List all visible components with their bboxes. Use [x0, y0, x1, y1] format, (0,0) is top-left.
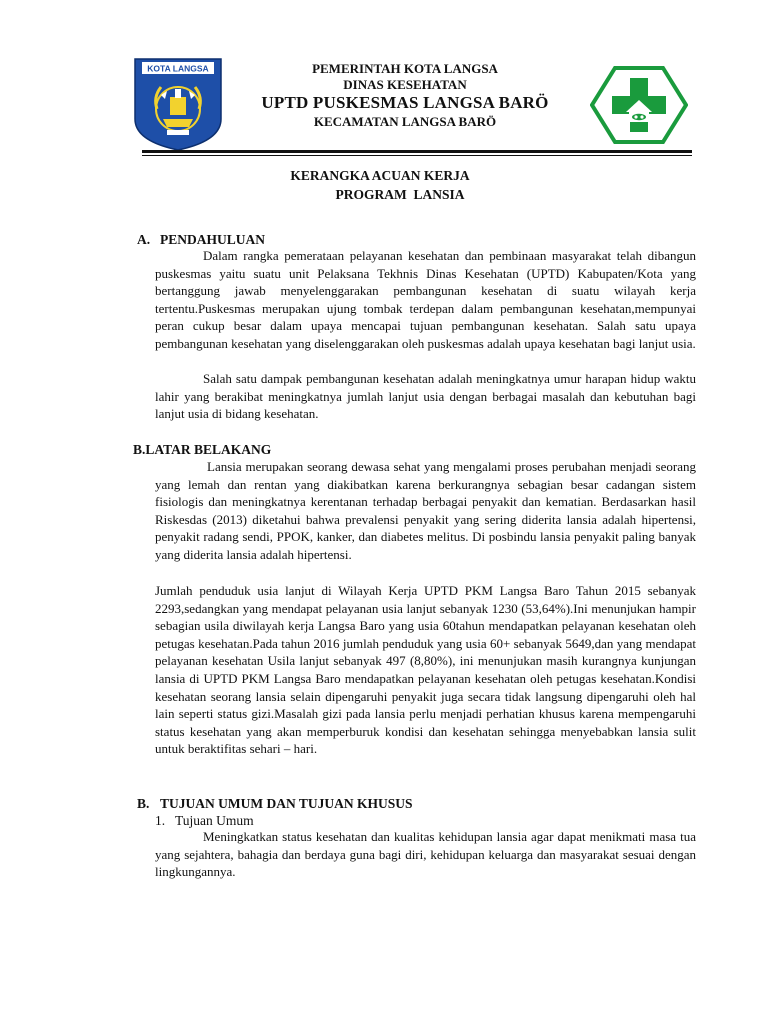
puskesmas-cross-icon: [590, 66, 688, 144]
header-district: KECAMATAN LANGSA BARÖ: [313, 114, 497, 129]
header-government: PEMERINTAH KOTA LANGSA: [312, 61, 498, 76]
paragraph-latar-belakang-2: Jumlah penduduk usia lanjut di Wilayah Kerja UPTD PKM Langsa Baro Tahun 2015 sebanyak 2293,sedangkan yang mendapat pelayanan usia lanjut sebanyak 1230 (53,64%).Ini menunjukan hampir sebagian usila diwilayah kerja Langsa Baro yang usia 60tahun mendapatkan pelayanan kesehatan oleh petugas kesehatan.Pada tahun 2016 jumlah penduduk yang usia 60+ sebanyak 5649,dan yang mendapat pelayanan kesehatan Usila lanjut sebanyak 497 (8,80%), ini menunjukan masih kurangnya kunjungan lansia di UPTD PKM Langsa Baro mendapatkan pelayanan kesehatan oleh petugas kesehatan.Kondisi kesehatan seorang lansia selain dipengaruhi penyakit juga secara tidak langsung dipengaruhi oleh hal lain seperti status gizi.Masalah gizi pada lansia perlu menjadi perhatian khusus karena mempengaruhi status kesehatan yang akan memperburuk kondisi dan kesehatan sehingga menyebabkan lansia sulit untuk beraktifitas sehari – hari.: [155, 583, 696, 757]
document-title: KERANGKA ACUAN KERJA: [290, 168, 470, 183]
header-institution: UPTD PUSKESMAS LANGSA BARÖ: [261, 93, 549, 112]
section-marker: B.: [137, 796, 150, 811]
subheading-number: 1.: [155, 813, 166, 828]
paragraph-tujuan-umum: Meningkatkan status kesehatan dan kualitas kehidupan lansia agar dapat menikmati masa tua yang sejahtera, bahagia dan berdaya guna bagi diri, kehidupan keluarga dan masyarakat sesuai dengan lingkungannya.: [155, 829, 696, 880]
section-title: PENDAHULUAN: [160, 232, 266, 247]
paragraph-pendahuluan-1: Dalam rangka pemerataan pelayanan kesehatan dan pembinaan masyarakat telah dibangun puskesmas yaitu suatu unit Pelaksana Tekhnis Dinas Kesehatan (UPTD) Kabupaten/Kota yang bertanggung jawab menyelenggarakan pembangunan kesehatan di suatu wilayah kerja tertentu.Puskesmas merupakan ujung tombak terdepan dalam pembangunan kesehatan,mempunyai peran cukup besar dalam upaya mencapai tujuan pembangunan kesehatan. Salah satu upaya pembangunan kesehatan yang diselenggarakan oleh puskesmas adalah upaya kesehatan bagi lanjut usia.: [155, 248, 696, 351]
section-heading-pendahuluan: [137, 232, 265, 248]
header-divider: [142, 150, 692, 153]
emblem-label: KOTA LANGSA: [147, 63, 209, 74]
header-agency: DINAS KESEHATAN: [343, 77, 467, 92]
paragraph-latar-belakang-1: Lansia merupakan seorang dewasa sehat yang mengalami proses perubahan menjadi seorang yang lemah dan rentan yang diakibatkan karena berkurangnya sebagian besar cadangan sistem fisiologis dan meningkatnya kerentanan terhadap berbagai penyakit dan kematian. Berdasarkan hasil Riskesdas (2013) diketahui bahwa prevalensi penyakit yang sering diderita lansia adalah hipertensi, penyakit radang sendi, PPOK, kanker, dan diabetes melitus. Di posbindu lansia penyakit paling banyak yang diderita lansia adalah hipertensi.: [155, 459, 696, 562]
section-title: TUJUAN UMUM DAN TUJUAN KHUSUS: [160, 796, 413, 811]
section-marker: A.: [137, 232, 151, 247]
section-heading-tujuan: [137, 796, 413, 812]
subheading-title: Tujuan Umum: [175, 813, 254, 828]
kota-langsa-emblem-icon: [133, 57, 223, 152]
document-subtitle: PROGRAM LANSIA: [335, 187, 465, 202]
section-heading-latar-belakang: B.LATAR BELAKANG: [133, 442, 272, 457]
subheading-tujuan-umum: [155, 813, 254, 829]
paragraph-pendahuluan-2: Salah satu dampak pembangunan kesehatan adalah meningkatnya umur harapan hidup waktu lahir yang berakibat meningkatnya jumlah lanjut usia dengan berbagai masalah dan kebutuhan bagi lanjut usia di bidang kesehatan.: [155, 371, 696, 422]
header-divider-thin: [142, 155, 692, 156]
